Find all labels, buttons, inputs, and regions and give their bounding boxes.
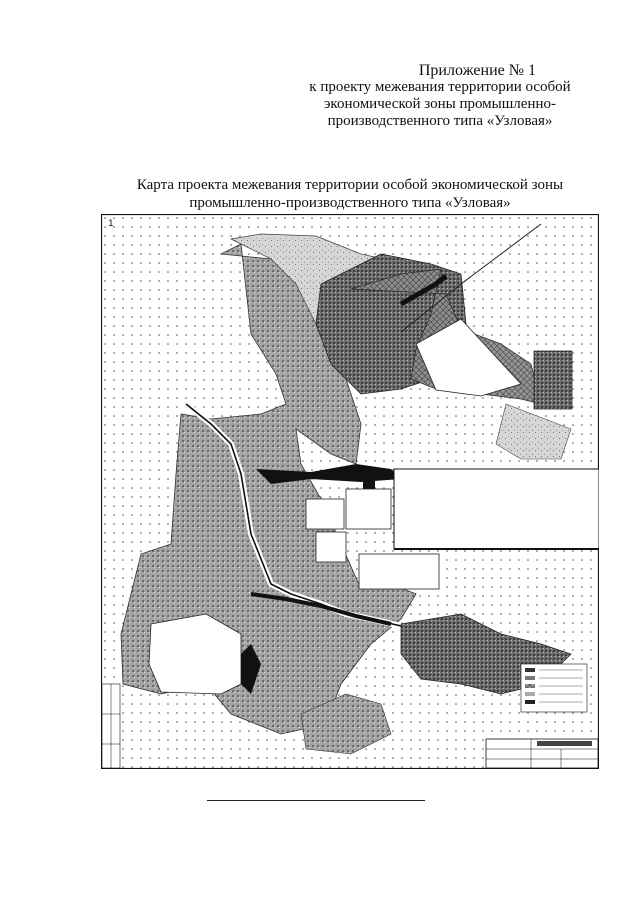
appendix-subtitle-line-2: экономической зоны промышленно-: [323, 96, 556, 112]
appendix-header: [300, 62, 580, 130]
plot-industrial-main: [394, 469, 599, 549]
appendix-subtitle-line-3: производственного типа «Узловая»: [327, 113, 553, 129]
map-side-stamp: [102, 684, 120, 768]
map-title: [100, 176, 600, 212]
parcel-central-1: [346, 489, 391, 529]
parcel-central-3: [316, 532, 346, 562]
map-title-block: [486, 739, 598, 768]
survey-map-drawing: [101, 214, 599, 769]
block-east: [534, 351, 572, 409]
parcel-central-2: [306, 499, 344, 529]
map-title-line-2: промышленно-производственного типа «Узловая»: [189, 195, 511, 211]
map-legend: [521, 664, 587, 712]
page-divider: [207, 800, 425, 801]
map-corner-label: 1: [108, 219, 114, 229]
survey-map: [101, 214, 599, 769]
appendix-number: Приложение № 1: [418, 62, 536, 79]
map-title-line-1: Карта проекта межевания территории особой экономической зоны: [136, 177, 564, 193]
appendix-subtitle-line-1: к проекту межевания территории особой: [309, 79, 571, 95]
parcel-central-4: [359, 554, 439, 589]
parcel-south-west: [149, 614, 241, 694]
